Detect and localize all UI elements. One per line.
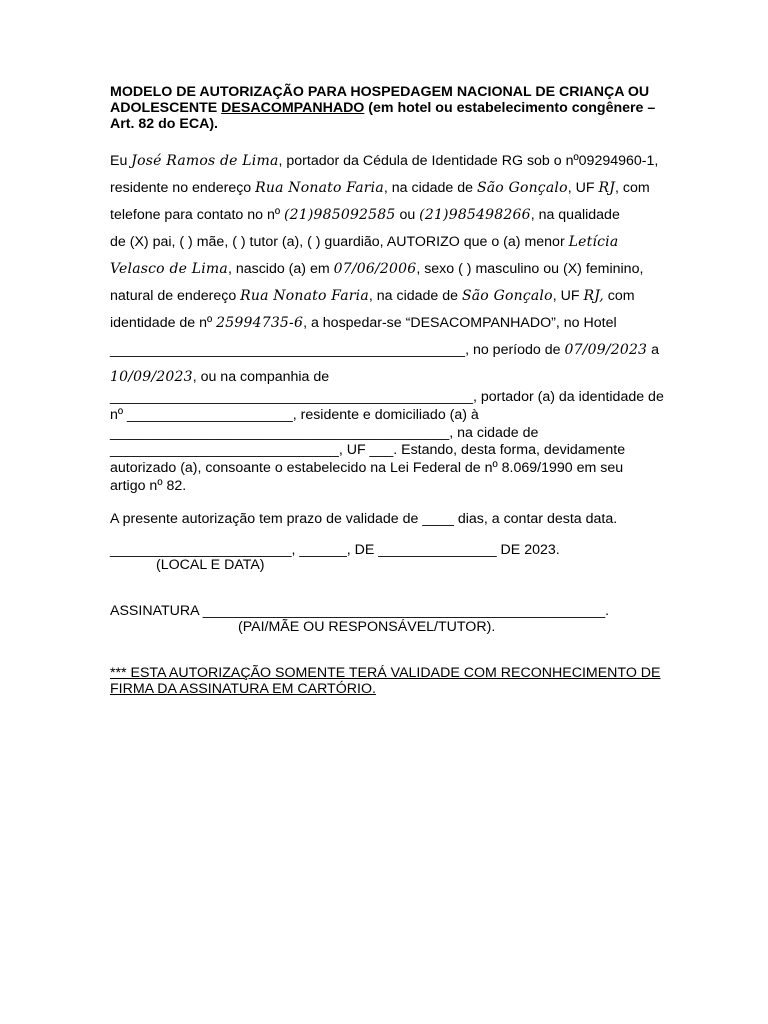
signature-caption: (PAI/MÃE OU RESPONSÁVEL/TUTOR). bbox=[238, 619, 496, 635]
guardian-address: Rua Nonato Faria bbox=[255, 180, 384, 196]
text: Eu bbox=[110, 153, 132, 169]
text: a bbox=[647, 342, 660, 358]
companion-line-3: ___________________________________________, na cidade de bbox=[110, 424, 539, 441]
date-line: _______________________, ______, DE _______________ DE 2023. bbox=[110, 542, 560, 558]
title-line-1: MODELO DE AUTORIZAÇÃO PARA HOSPEDAGEM NACIONAL DE CRIANÇA OU bbox=[110, 84, 650, 100]
text: telefone para contato no nº bbox=[110, 207, 284, 223]
companion-paragraph bbox=[110, 389, 670, 496]
text: identidade de nº bbox=[110, 315, 217, 331]
companion-line-1: ______________________________________________, portador (a) da identidade de bbox=[110, 389, 664, 405]
para-line-7 bbox=[110, 310, 670, 337]
authorization-paragraph bbox=[110, 148, 670, 391]
birth-date: 07/06/2006 bbox=[333, 261, 417, 277]
title-line-2 bbox=[110, 100, 670, 116]
text: , portador da Cédula de Identidade RG sob o nº09294960-1, bbox=[278, 153, 659, 169]
text: natural de endereço bbox=[110, 288, 241, 304]
companion-line-6: artigo nº 82. bbox=[110, 477, 187, 494]
text: com bbox=[603, 288, 635, 304]
text: , na cidade de bbox=[368, 288, 462, 304]
phone-1: (21)985092585 bbox=[283, 207, 396, 223]
companion-line-4: _____________________________, UF ___. Estando, desta forma, devidamente bbox=[110, 442, 626, 459]
text: , sexo ( ) masculino ou (X) feminino, bbox=[416, 261, 644, 277]
text: , na cidade de bbox=[383, 180, 477, 196]
title-unaccompanied: DESACOMPANHADO bbox=[221, 100, 365, 116]
minor-name-last: Velasco de Lima bbox=[110, 261, 228, 277]
text: , UF bbox=[552, 288, 584, 304]
notice-line-2: FIRMA DA ASSINATURA EM CARTÓRIO. bbox=[110, 680, 376, 697]
para-line-9 bbox=[110, 364, 670, 391]
companion-line-2: nº _____________________, residente e domiciliado (a) à bbox=[110, 406, 479, 423]
document-title bbox=[110, 84, 670, 132]
text: , com bbox=[615, 180, 650, 196]
phone-2: (21)985498266 bbox=[419, 207, 531, 223]
para-line-6 bbox=[110, 283, 670, 310]
para-line-8 bbox=[110, 337, 670, 364]
para-line-4 bbox=[110, 229, 670, 256]
para-line-3 bbox=[110, 202, 670, 229]
validity-statement: A presente autorização tem prazo de validade de ____ dias, a contar desta data. bbox=[110, 511, 618, 527]
text: , ou na companhia de bbox=[192, 369, 330, 385]
minor-id-number: 25994735-6 bbox=[216, 315, 304, 331]
para-line-1 bbox=[110, 148, 670, 175]
notarization-notice bbox=[110, 666, 670, 697]
notice-line-1: *** ESTA AUTORIZAÇÃO SOMENTE TERÁ VALIDADE COM RECONHECIMENTO DE bbox=[110, 665, 661, 681]
minor-address: Rua Nonato Faria bbox=[240, 288, 369, 304]
text: , a hospedar-se “DESACOMPANHADO”, no Hotel bbox=[303, 315, 617, 331]
period-start: 07/09/2023 bbox=[564, 342, 648, 358]
companion-line-5: autorizado (a), consoante o estabelecido na Lei Federal de nº 8.069/1990 em seu bbox=[110, 460, 624, 477]
text: , na qualidade bbox=[530, 207, 620, 223]
minor-city: São Gonçalo bbox=[461, 288, 553, 304]
title-line-2-pre: ADOLESCENTE bbox=[110, 100, 222, 116]
text: de (X) pai, ( ) mãe, ( ) tutor (a), ( ) guardião, AUTORIZO que o (a) menor bbox=[110, 234, 569, 250]
para-line-2 bbox=[110, 175, 670, 202]
title-line-2-post: (em hotel ou estabelecimento congênere – bbox=[364, 100, 656, 116]
text: residente no endereço bbox=[110, 180, 256, 196]
date-caption: (LOCAL E DATA) bbox=[156, 557, 265, 573]
minor-uf: RJ, bbox=[583, 288, 604, 304]
minor-name-first: Letícia bbox=[568, 234, 619, 250]
para-line-5 bbox=[110, 256, 670, 283]
hotel-blank: _____________________________________________, no período de bbox=[110, 342, 565, 358]
title-line-3: Art. 82 do ECA). bbox=[110, 116, 218, 132]
guardian-uf: RJ bbox=[598, 180, 616, 196]
period-end: 10/09/2023 bbox=[110, 369, 193, 385]
guardian-city: São Gonçalo bbox=[476, 180, 568, 196]
guardian-name: José Ramos de Lima bbox=[131, 153, 279, 169]
text: , nascido (a) em bbox=[227, 261, 334, 277]
text: ou bbox=[395, 207, 420, 223]
text: , UF bbox=[567, 180, 599, 196]
signature-line: ASSINATURA ___________________________________________________. bbox=[110, 603, 610, 619]
